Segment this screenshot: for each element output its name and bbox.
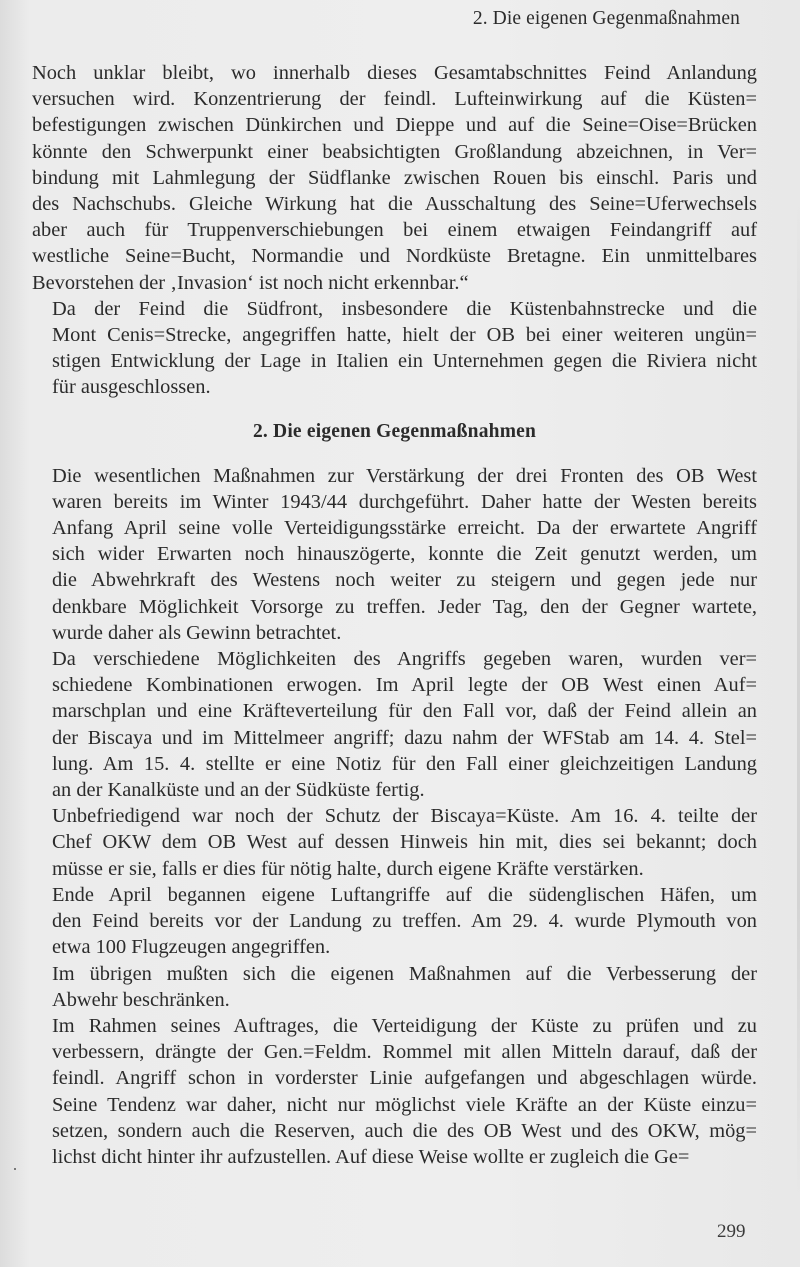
text-line: wurde daher als Gewinn betrachtet. (52, 621, 342, 644)
text-line: Da der Feind die Südfront, insbesondere die Küstenbahnstrecke und die (52, 297, 757, 320)
paragraph (32, 296, 757, 401)
text-line: verbessern, drängte der Gen.=Feldm. Rommel mit allen Mitteln darauf, daß der (52, 1041, 757, 1064)
text-line: lung. Am 15. 4. stellte er eine Notiz für den Fall einer gleichzeitigen Landung (52, 752, 757, 775)
text-line: befestigungen zwischen Dünkirchen und Dieppe und auf die Seine=Oise=Brücken (32, 114, 757, 137)
page-number: 299 (717, 1221, 746, 1242)
text-line: des Nachschubs. Gleiche Wirkung hat die Ausschaltung des Seine=Uferwechsels (32, 193, 757, 216)
paragraph (32, 60, 757, 296)
text-line: feindl. Angriff schon in vorderster Linie aufgefangen und abgeschlagen würde. (52, 1067, 757, 1090)
text-line: für ausgeschlossen. (52, 376, 211, 399)
text-line: Bevorstehen der ‚Invasion‘ ist noch nicht erkennbar.“ (32, 271, 469, 294)
text-line: aber auch für Truppenverschiebungen bei einem etwaigen Feindangriff auf (32, 219, 757, 242)
text-line: Ende April begannen eigene Luftangriffe auf die südenglischen Häfen, um (52, 883, 757, 906)
text-line: schiedene Kombinationen erwogen. Im April legte der OB West einen Auf= (52, 674, 757, 697)
text-line: bindung mit Lahmlegung der Südflanke zwischen Rouen bis einschl. Paris und (32, 166, 757, 189)
text-line: stigen Entwicklung der Lage in Italien ein Unternehmen gegen die Riviera nicht (52, 350, 757, 373)
text-line: Die wesentlichen Maßnahmen zur Verstärkung der drei Fronten des OB West (52, 464, 757, 487)
text-line: Im Rahmen seines Auftrages, die Verteidigung der Küste zu prüfen und zu (52, 1014, 757, 1037)
paragraph (32, 961, 757, 1013)
text-line: denkbare Möglichkeit Vorsorge zu treffen. Jeder Tag, den der Gegner wartete, (52, 595, 757, 618)
paragraph (32, 803, 757, 882)
section-heading: 2. Die eigenen Gegenmaßnahmen (252, 420, 537, 442)
text-line: der Biscaya und im Mittelmeer angriff; dazu nahm der WFStab am 14. 4. Stel= (52, 726, 757, 749)
text-line: müsse er sie, falls er dies für nötig halte, durch eigene Kräfte verstärken. (52, 857, 644, 880)
running-head: 2. Die eigenen Gegenmaßnahmen (472, 8, 740, 29)
text-line: Da verschiedene Möglichkeiten des Angriffs gegeben waren, wurden ver= (52, 648, 757, 671)
text-line: Chef OKW dem OB West auf dessen Hinweis hin mit, dies sei bekannt; doch (52, 831, 757, 854)
paragraph (32, 463, 757, 646)
text-line: Mont Cenis=Strecke, angegriffen hatte, hielt der OB bei einer weiteren ungün= (52, 324, 757, 347)
text-line: lichst dicht hinter ihr aufzustellen. Auf diese Weise wollte er zugleich die Ge= (52, 1145, 690, 1168)
body-text (32, 60, 757, 1170)
text-line: Anfang April seine volle Verteidigungsstärke erreicht. Da der erwartete Angriff (52, 517, 757, 540)
paragraphs-before-heading (32, 60, 757, 401)
text-line: etwa 100 Flugzeugen angegriffen. (52, 936, 331, 959)
text-line: Unbefriedigend war noch der Schutz der Biscaya=Küste. Am 16. 4. teilte der (52, 805, 757, 828)
paragraph (32, 882, 757, 961)
text-line: westliche Seine=Bucht, Normandie und Nordküste Bretagne. Ein unmittelbares (32, 245, 757, 268)
text-line: Seine Tendenz war daher, nicht nur möglichst viele Kräfte an der Küste einzu= (52, 1093, 757, 1116)
margin-speck (14, 1168, 16, 1170)
paragraphs-after-heading (32, 463, 757, 1170)
text-line: sich wider Erwarten noch hinauszögerte, konnte die Zeit genutzt werden, um (52, 543, 757, 566)
text-line: die Abwehrkraft des Westens noch weiter zu steigern und gegen jede nur (52, 569, 757, 592)
text-line: den Feind bereits vor der Landung zu treffen. Am 29. 4. wurde Plymouth von (52, 910, 757, 933)
text-line: an der Kanalküste und an der Südküste fertig. (52, 779, 425, 802)
paragraph (32, 1013, 757, 1170)
text-line: könnte den Schwerpunkt einer beabsichtigten Großlandung abzeichnen, in Ver= (32, 140, 757, 163)
text-line: Noch unklar bleibt, wo innerhalb dieses Gesamtabschnittes Feind Anlandung (32, 62, 757, 84)
paragraph (32, 646, 757, 803)
text-line: marschplan und eine Kräfteverteilung für den Fall vor, daß der Feind allein an (52, 700, 757, 723)
text-line: waren bereits im Winter 1943/44 durchgeführt. Daher hatte der Westen bereits (52, 490, 757, 513)
text-line: versuchen wird. Konzentrierung der feindl. Lufteinwirkung auf die Küsten= (32, 88, 757, 111)
text-line: setzen, sondern auch die Reserven, auch die des OB West und des OKW, mög= (52, 1119, 757, 1142)
text-line: Abwehr beschränken. (52, 988, 230, 1011)
text-line: Im übrigen mußten sich die eigenen Maßnahmen auf die Verbesserung der (52, 962, 757, 985)
